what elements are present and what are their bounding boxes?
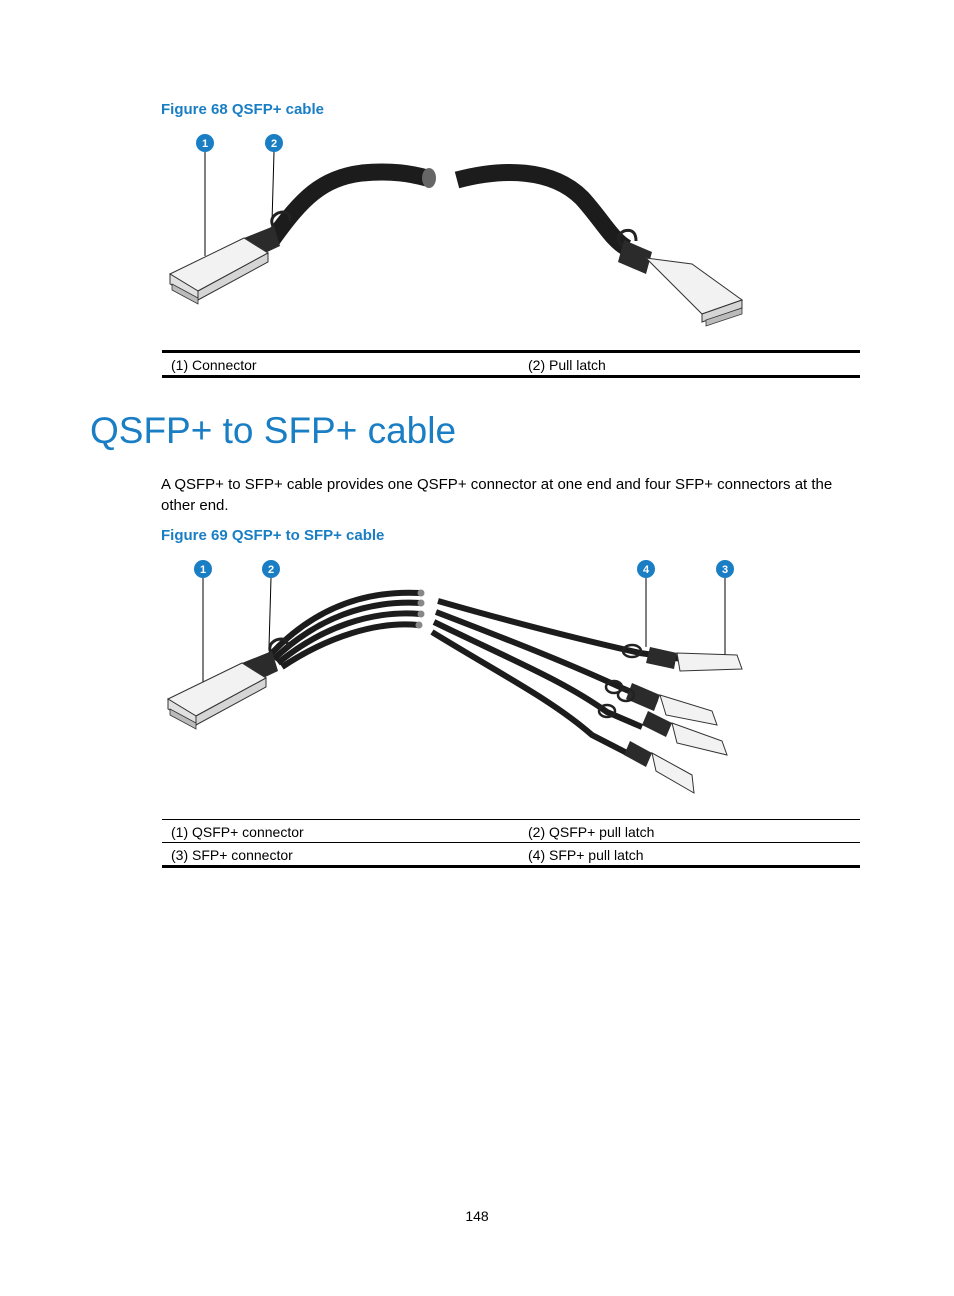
- callout-2-label: 2: [270, 138, 278, 150]
- callout-4-marker: [637, 560, 655, 578]
- cable-left-segment: [272, 172, 427, 240]
- section-heading: QSFP+ to SFP+ cable: [90, 410, 457, 451]
- callout-1-marker: [194, 560, 212, 578]
- callout-2-leader: [269, 578, 271, 647]
- figure-68-legend: [162, 350, 860, 378]
- figure-69-caption: Figure 69 QSFP+ to SFP+ cable: [161, 527, 385, 544]
- legend-row: [162, 352, 860, 377]
- qsfp-connector-left: [170, 212, 290, 304]
- callout-3-marker: [716, 560, 734, 578]
- page-number: 148: [465, 1208, 489, 1224]
- callout-2-marker: [262, 560, 280, 578]
- callout-1-label: 1: [199, 564, 207, 576]
- legend-row: [162, 820, 860, 843]
- figure-68-caption: Figure 68 QSFP+ cable: [161, 101, 324, 118]
- qsfp-cable-illustration: [162, 128, 762, 328]
- callout-1-label: 1: [201, 138, 209, 150]
- cable-bundle-right: [432, 601, 682, 753]
- qsfp-connector-right: [618, 230, 742, 326]
- legend-row: [162, 843, 860, 867]
- legend-cell: (4) SFP+ pull latch: [528, 847, 644, 863]
- figure-69-legend: [162, 819, 860, 868]
- cable-cut-end: [422, 168, 436, 188]
- callout-3-label: 3: [721, 564, 729, 576]
- callout-2-label: 2: [267, 564, 275, 576]
- qsfp-connector: [168, 639, 288, 729]
- qsfp-to-sfp-cable-illustration: [162, 555, 762, 800]
- callout-4-label: 4: [642, 564, 650, 576]
- legend-cell: (2) Pull latch: [528, 357, 606, 373]
- legend-cell: (2) QSFP+ pull latch: [528, 824, 655, 840]
- cable-right-segment: [457, 173, 627, 248]
- cable-bundle-left: [270, 593, 420, 667]
- legend-cell: (3) SFP+ connector: [171, 847, 293, 863]
- legend-cell: (1) Connector: [171, 357, 257, 373]
- callout-2-leader: [272, 152, 274, 222]
- callout-1-marker: [196, 134, 214, 152]
- legend-cell: (1) QSFP+ connector: [171, 824, 304, 840]
- sfp-connector: [623, 645, 742, 671]
- callout-2-marker: [265, 134, 283, 152]
- section-body-text: A QSFP+ to SFP+ cable provides one QSFP+ connector at one end and four SFP+ connectors at the other end.: [161, 476, 833, 514]
